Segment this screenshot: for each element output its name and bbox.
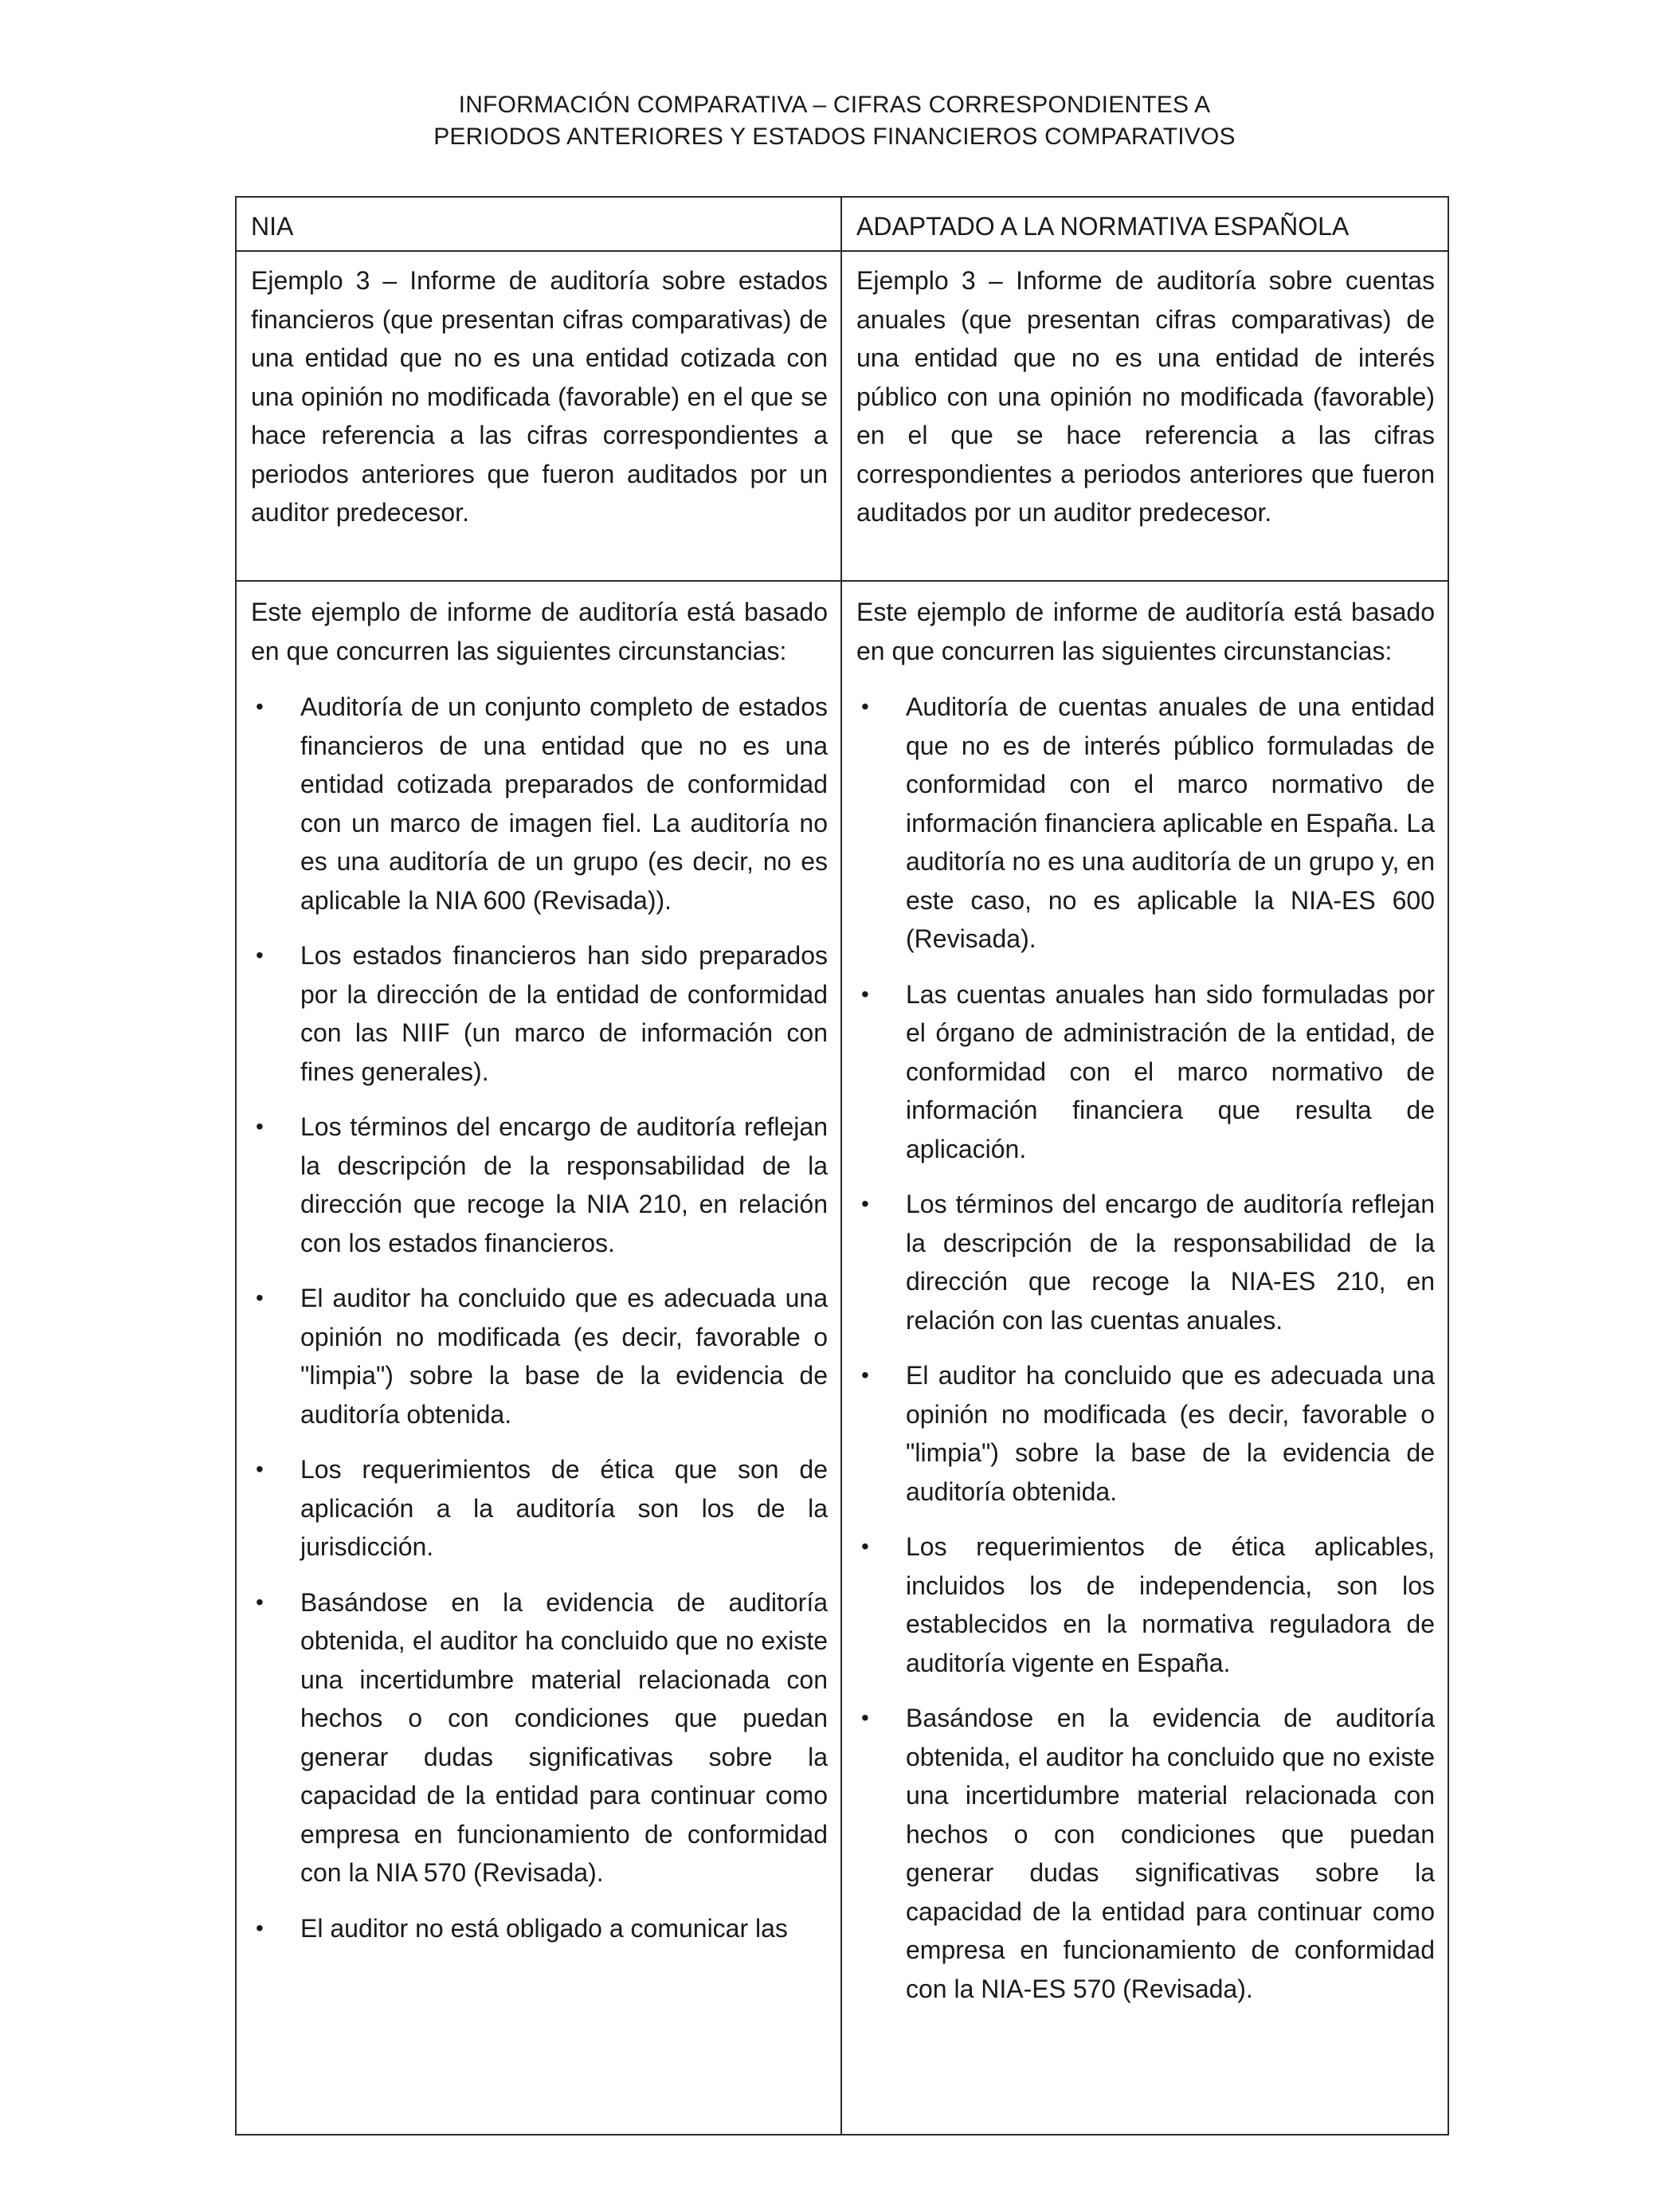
col2-bullet-list	[856, 688, 1435, 2008]
circumstances-row	[236, 581, 1448, 2135]
col2-circumstances	[841, 581, 1448, 2135]
bullet-icon: •	[256, 943, 264, 967]
bullet-icon: •	[256, 1457, 264, 1481]
bullet-icon: •	[861, 1705, 869, 1730]
document-title-line-2: PERIODOS ANTERIORES Y ESTADOS FINANCIEROS COMPARATIVOS	[433, 124, 1236, 150]
list-item: • Los requerimientos de ética que son de aplicación a la auditoría son los de la jurisdicción.	[251, 1450, 828, 1567]
bullet-icon: •	[256, 1589, 264, 1614]
col1-intro: Este ejemplo de informe de auditoría está basado en que concurren las siguientes circunstancias:	[251, 598, 828, 665]
list-item: • Los términos del encargo de auditoría reflejan la descripción de la responsabilidad de la dirección que recoge la NIA-ES 210, en relación con las cuentas anuales.	[856, 1185, 1435, 1339]
document-title-line-1: INFORMACIÓN COMPARATIVA – CIFRAS CORRESPONDIENTES A	[458, 92, 1211, 118]
col1-bullet-list	[251, 688, 828, 1947]
bullet-icon: •	[256, 1114, 264, 1139]
list-item: • Los requerimientos de ética aplicables, incluidos los de independencia, son los establecidos en la normativa reguladora de auditoría vigente en España.	[856, 1528, 1435, 1682]
list-item: • Las cuentas anuales han sido formuladas por el órgano de administración de la entidad, de conformidad con el marco normativo de información financiera que resulta de aplicación.	[856, 975, 1435, 1169]
list-item: • El auditor ha concluido que es adecuada una opinión no modificada (es decir, favorable o "limpia") sobre la base de la evidencia de auditoría obtenida.	[856, 1356, 1435, 1511]
col2-intro: Este ejemplo de informe de auditoría está basado en que concurren las siguientes circunstancias:	[856, 598, 1435, 665]
list-item: • Basándose en la evidencia de auditoría obtenida, el auditor ha concluido que no existe una incertidumbre material relacionada con hechos o con condiciones que puedan generar dudas significativas sobre la capacidad de la entidad para continuar como empresa en funcionamiento de conformidad con la NIA 570 (Revisada).	[251, 1583, 828, 1892]
col2-header: ADAPTADO A LA NORMATIVA ESPAÑOLA	[841, 197, 1448, 251]
bullet-icon: •	[861, 1534, 869, 1559]
col1-header: NIA	[236, 197, 841, 251]
list-item: • Auditoría de cuentas anuales de una entidad que no es de interés público formuladas de conformidad con el marco normativo de información financiera aplicable en España. La auditoría no es una auditoría de un grupo y, en este caso, no es aplicable la NIA-ES 600 (Revisada).	[856, 688, 1435, 959]
list-item: • El auditor no está obligado a comunicar las	[251, 1909, 828, 1948]
bullet-icon: •	[861, 1363, 869, 1387]
list-item: • Los términos del encargo de auditoría reflejan la descripción de la responsabilidad de la dirección que recoge la NIA 210, en relación con los estados financieros.	[251, 1108, 828, 1262]
header-row	[236, 197, 1448, 251]
bullet-icon: •	[256, 694, 264, 719]
bullet-icon: •	[256, 1285, 264, 1310]
col1-example-title: Ejemplo 3 – Informe de auditoría sobre estados financieros (que presentan cifras comparativas) de una entidad que no es una entidad cotizada con una opinión no modificada (favorable) en el que se hace referencia a las cifras correspondientes a periodos anteriores que fueron auditados por un auditor predecesor.	[236, 251, 841, 581]
list-item: • Los estados financieros han sido preparados por la dirección de la entidad de conformidad con las NIIF (un marco de información con fines generales).	[251, 936, 828, 1091]
col1-circumstances	[236, 581, 841, 2135]
bullet-icon: •	[861, 981, 869, 1006]
list-item: • Basándose en la evidencia de auditoría obtenida, el auditor ha concluido que no existe una incertidumbre material relacionada con hechos o con condiciones que puedan generar dudas significativas sobre la capacidad de la entidad para continuar como empresa en funcionamiento de conformidad con la NIA-ES 570 (Revisada).	[856, 1699, 1435, 2008]
document-title	[0, 89, 1669, 153]
bullet-icon: •	[861, 694, 869, 719]
col2-example-title: Ejemplo 3 – Informe de auditoría sobre cuentas anuales (que presentan cifras comparativas) de una entidad que no es una entidad de interés público con una opinión no modificada (favorable) en el que se hace referencia a las cifras correspondientes a periodos anteriores que fueron auditados por un auditor predecesor.	[841, 251, 1448, 581]
list-item: • Auditoría de un conjunto completo de estados financieros de una entidad que no es una entidad cotizada preparados de conformidad con un marco de imagen fiel. La auditoría no es una auditoría de un grupo (es decir, no es aplicable la NIA 600 (Revisada)).	[251, 688, 828, 920]
list-item: • El auditor ha concluido que es adecuada una opinión no modificada (es decir, favorable o "limpia") sobre la base de la evidencia de auditoría obtenida.	[251, 1279, 828, 1433]
bullet-icon: •	[861, 1191, 869, 1216]
comparison-table	[235, 196, 1449, 2136]
bullet-icon: •	[256, 1915, 264, 1940]
example-title-row	[236, 251, 1448, 581]
